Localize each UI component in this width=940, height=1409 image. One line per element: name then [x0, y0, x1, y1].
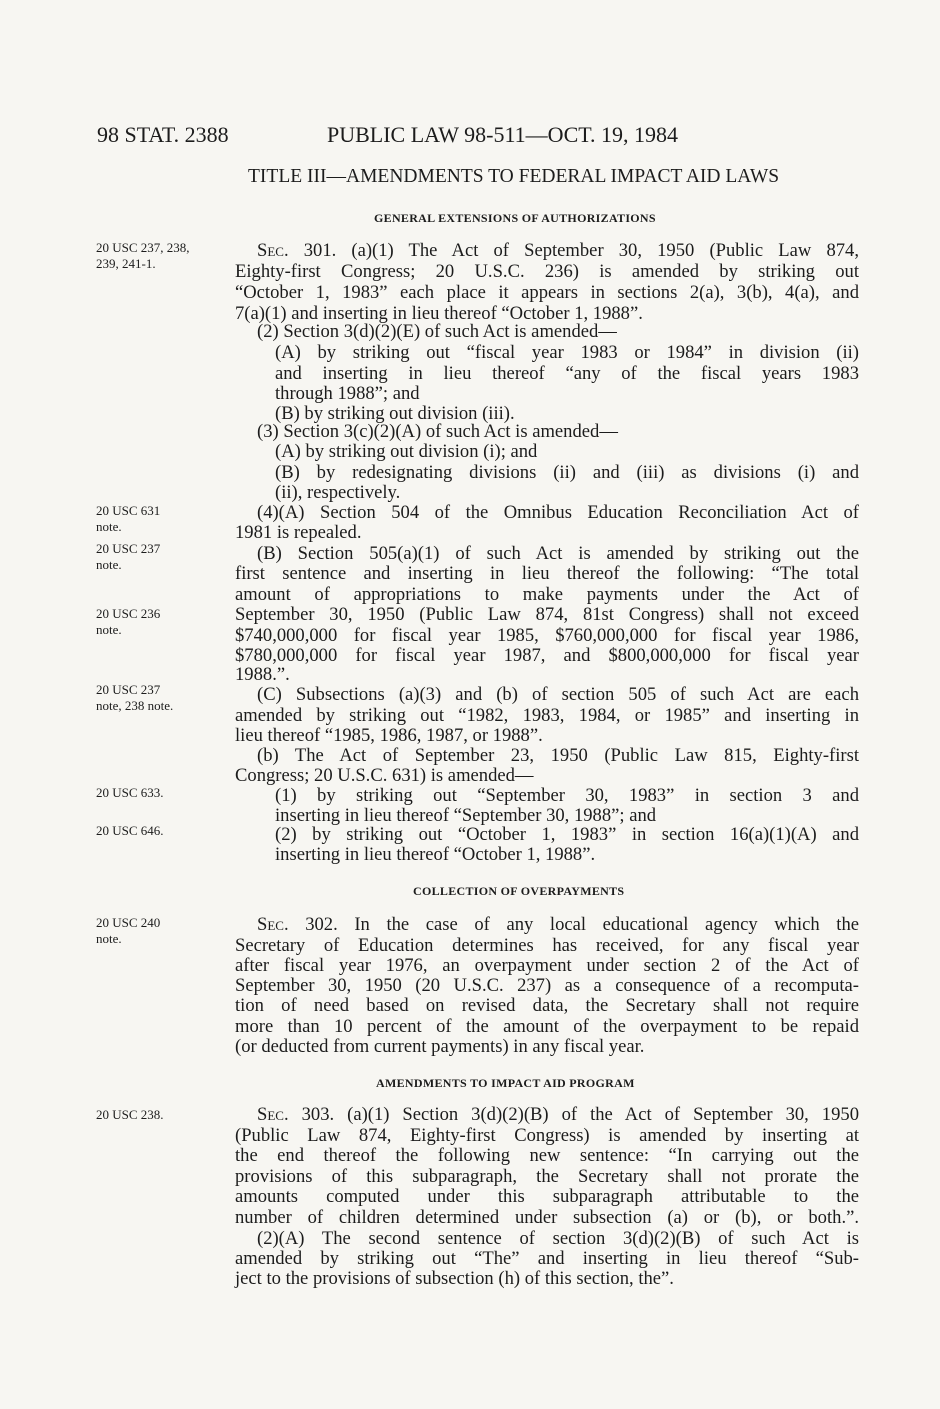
text-line: amounts computed under this subparagraph attributable to the: [235, 1186, 859, 1207]
text-line: (B) Section 505(a)(1) of such Act is amended by striking out the: [257, 543, 859, 564]
text-line: (C) Subsections (a)(3) and (b) of section 505 of such Act are each: [257, 684, 859, 705]
text-line: (4)(A) Section 504 of the Omnibus Education Reconciliation Act of: [257, 502, 859, 523]
text-line: (A) by striking out division (i); and: [275, 441, 538, 462]
text-line: (Public Law 874, Eighty-first Congress) is amended by inserting at: [235, 1125, 859, 1146]
text-line: (B) by redesignating divisions (ii) and (iii) as divisions (i) and: [275, 462, 859, 483]
margin-note: note.: [96, 557, 122, 572]
text-line: provisions of this subparagraph, the Secretary shall not prorate the: [235, 1166, 859, 1187]
text-line: number of children determined under subsection (a) or (b), or both.”.: [235, 1207, 859, 1228]
section-label: Sec.: [257, 914, 289, 935]
text-line: (ii), respectively.: [275, 482, 401, 503]
text-line: [257, 1104, 859, 1126]
text-line: Congress; 20 U.S.C. 631) is amended—: [235, 765, 534, 786]
text-line: and inserting in lieu thereof “any of the fiscal years 1983: [275, 363, 859, 384]
text-span: 302. In the case of any local educational agency which the: [288, 914, 859, 935]
text-line: (b) The Act of September 23, 1950 (Public Law 815, Eighty-first: [257, 745, 859, 766]
text-line: amended by striking out “1982, 1983, 1984, or 1985” and inserting in: [235, 705, 859, 726]
text-line: after fiscal year 1976, an overpayment under section 2 of the Act of: [235, 955, 859, 976]
text-line: $740,000,000 for fiscal year 1985, $760,000,000 for fiscal year 1986,: [235, 625, 859, 646]
margin-note: note.: [96, 622, 122, 637]
text-line: ject to the provisions of subsection (h) of this section, the”.: [235, 1268, 674, 1289]
text-line: (2)(A) The second sentence of section 3(d)(2)(B) of such Act is: [257, 1228, 859, 1249]
margin-note: 20 USC 237: [96, 682, 161, 697]
margin-note: 20 USC 633.: [96, 785, 164, 800]
section-label: Sec.: [257, 240, 289, 261]
text-line: “October 1, 1983” each place it appears in sections 2(a), 3(b), 4(a), and: [235, 282, 859, 303]
text-line: through 1988”; and: [275, 383, 420, 404]
text-line: $780,000,000 for fiscal year 1987, and $800,000,000 for fiscal year: [235, 645, 859, 666]
text-line: (2) by striking out “October 1, 1983” in section 16(a)(1)(A) and: [275, 824, 859, 845]
margin-note: 20 USC 237: [96, 541, 161, 556]
text-line: 7(a)(1) and inserting in lieu thereof “October 1, 1988”.: [235, 303, 643, 324]
text-line: (B) by striking out division (iii).: [275, 403, 515, 424]
text-line: (A) by striking out “fiscal year 1983 or 1984” in division (ii): [275, 342, 859, 363]
text-line: amended by striking out “The” and inserting in lieu thereof “Sub-: [235, 1248, 859, 1269]
text-line: amount of appropriations to make payments under the Act of: [235, 584, 859, 605]
running-header: PUBLIC LAW 98-511—OCT. 19, 1984: [327, 122, 679, 147]
text-line: 1988.”.: [235, 664, 290, 685]
margin-note: 239, 241-1.: [96, 256, 156, 271]
text-line: September 30, 1950 (Public Law 874, 81st Congress) shall not exceed: [235, 604, 859, 625]
text-line: [257, 240, 859, 262]
text-line: (1) by striking out “September 30, 1983” in section 3 and: [275, 785, 859, 806]
text-line: (3) Section 3(c)(2)(A) of such Act is amended—: [257, 421, 618, 442]
text-line: inserting in lieu thereof “October 1, 1988”.: [275, 844, 596, 865]
text-line: Secretary of Education determines has received, for any fiscal year: [235, 935, 859, 956]
text-line: first sentence and inserting in lieu thereof the following: “The total: [235, 563, 859, 584]
margin-note: 20 USC 238.: [96, 1107, 164, 1122]
margin-note: 20 USC 240: [96, 915, 161, 930]
subhead-general-extensions: GENERAL EXTENSIONS OF AUTHORIZATIONS: [374, 211, 656, 225]
text-line: (or deducted from current payments) in any fiscal year.: [235, 1036, 645, 1057]
margin-note: 20 USC 237, 238,: [96, 240, 190, 255]
text-line: September 30, 1950 (20 U.S.C. 237) as a consequence of a recomputa-: [235, 975, 859, 996]
margin-note: note.: [96, 519, 122, 534]
margin-note: 20 USC 646.: [96, 823, 164, 838]
text-line: more than 10 percent of the amount of the overpayment to be repaid: [235, 1016, 859, 1037]
text-line: Eighty-first Congress; 20 U.S.C. 236) is amended by striking out: [235, 261, 859, 282]
text-line: (2) Section 3(d)(2)(E) of such Act is amended—: [257, 321, 617, 342]
subhead-impact-aid-program: AMENDMENTS TO IMPACT AID PROGRAM: [376, 1076, 635, 1090]
title-heading: TITLE III—AMENDMENTS TO FEDERAL IMPACT AID LAWS: [248, 166, 780, 187]
text-line: the end thereof the following new sentence: “In carrying out the: [235, 1145, 859, 1166]
text-span: 303. (a)(1) Section 3(d)(2)(B) of the Act of September 30, 1950: [288, 1104, 859, 1125]
margin-note: 20 USC 631: [96, 503, 161, 518]
margin-note: note.: [96, 931, 122, 946]
margin-note: note, 238 note.: [96, 698, 174, 713]
subhead-collection-overpayments: COLLECTION OF OVERPAYMENTS: [413, 884, 625, 898]
text-line: [257, 914, 859, 936]
text-line: inserting in lieu thereof “September 30, 1988”; and: [275, 805, 657, 826]
section-label: Sec.: [257, 1104, 289, 1125]
text-line: tion of need based on revised data, the Secretary shall not require: [235, 995, 859, 1016]
margin-note: 20 USC 236: [96, 606, 161, 621]
text-line: lieu thereof “1985, 1986, 1987, or 1988”.: [235, 725, 543, 746]
stat-page-number: 98 STAT. 2388: [97, 122, 229, 147]
text-span: 301. (a)(1) The Act of September 30, 1950 (Public Law 874,: [288, 240, 859, 261]
text-line: 1981 is repealed.: [235, 522, 362, 543]
